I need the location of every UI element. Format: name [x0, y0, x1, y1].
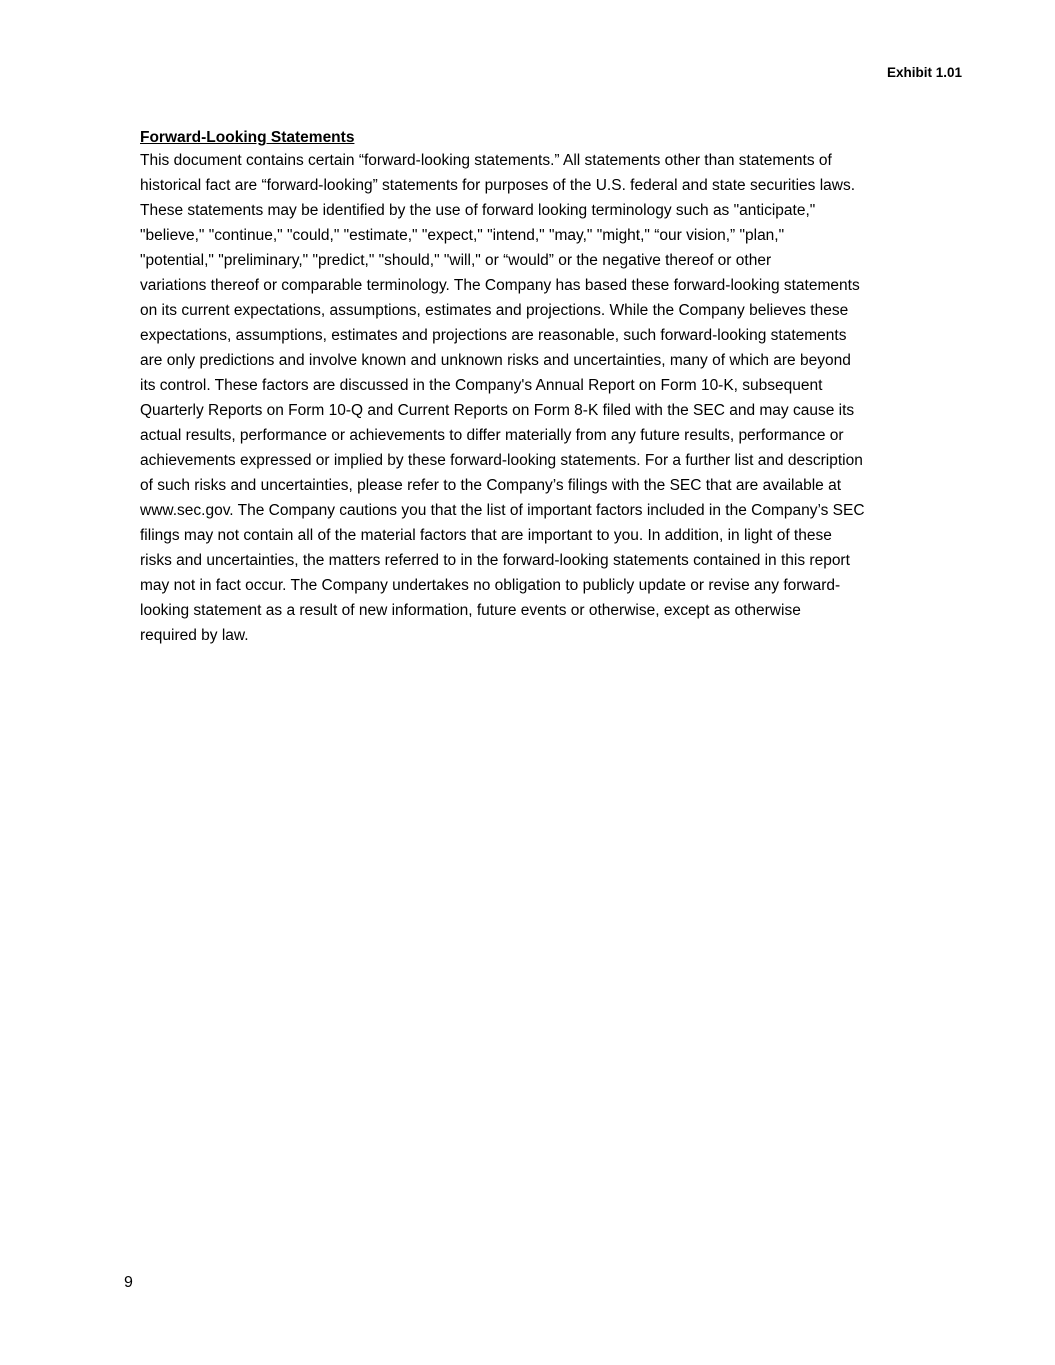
body-line: of such risks and uncertainties, please refer to the Company’s filings with the SEC that are available at [140, 477, 842, 494]
body-line: looking statement as a result of new information, future events or otherwise, except as otherwise [140, 602, 801, 619]
body-line: This document contains certain “forward-looking statements.” All statements other than statements of [140, 152, 832, 169]
body-line: Quarterly Reports on Form 10-Q and Current Reports on Form 8-K filed with the SEC and may cause its [140, 402, 855, 419]
body-line: achievements expressed or implied by these forward-looking statements. For a further list and description [140, 452, 863, 469]
body-line: on its current expectations, assumptions, estimates and projections. While the Company believes these [140, 302, 849, 319]
body-line: "potential," "preliminary," "predict," "should," "will," or “would” or the negative thereof or other [140, 252, 772, 269]
body-line: actual results, performance or achievements to differ materially from any future results, performance or [140, 427, 844, 444]
body-line: "believe," "continue," "could," "estimate," "expect," "intend," "may," "might," “our vision,” "plan," [140, 227, 785, 244]
body-line: expectations, assumptions, estimates and projections are reasonable, such forward-looking statements [140, 327, 847, 344]
body-line: required by law. [140, 627, 249, 644]
body-line: filings may not contain all of the material factors that are important to you. In addition, in light of these [140, 527, 832, 544]
exhibit-label: Exhibit 1.01 [886, 65, 962, 80]
section-body [140, 148, 960, 648]
body-line: www.sec.gov. The Company cautions you that the list of important factors included in the Company’s SEC [140, 502, 865, 519]
body-line: its control. These factors are discussed in the Company's Annual Report on Form 10-K, subsequent [140, 377, 823, 394]
body-line: may not in fact occur. The Company undertakes no obligation to publicly update or revise any forward- [140, 577, 841, 594]
forward-looking-section [140, 127, 960, 648]
body-line: variations thereof or comparable terminology. The Company has based these forward-looking statements [140, 277, 860, 294]
body-line: risks and uncertainties, the matters referred to in the forward-looking statements contained in this report [140, 552, 850, 569]
page-number: 9 [124, 1274, 133, 1291]
body-line: are only predictions and involve known and unknown risks and uncertainties, many of which are beyond [140, 352, 851, 369]
body-line: historical fact are “forward-looking” statements for purposes of the U.S. federal and state securities laws. [140, 177, 856, 194]
body-line: These statements may be identified by the use of forward looking terminology such as "anticipate," [140, 202, 816, 219]
section-heading: Forward-Looking Statements [140, 129, 355, 146]
